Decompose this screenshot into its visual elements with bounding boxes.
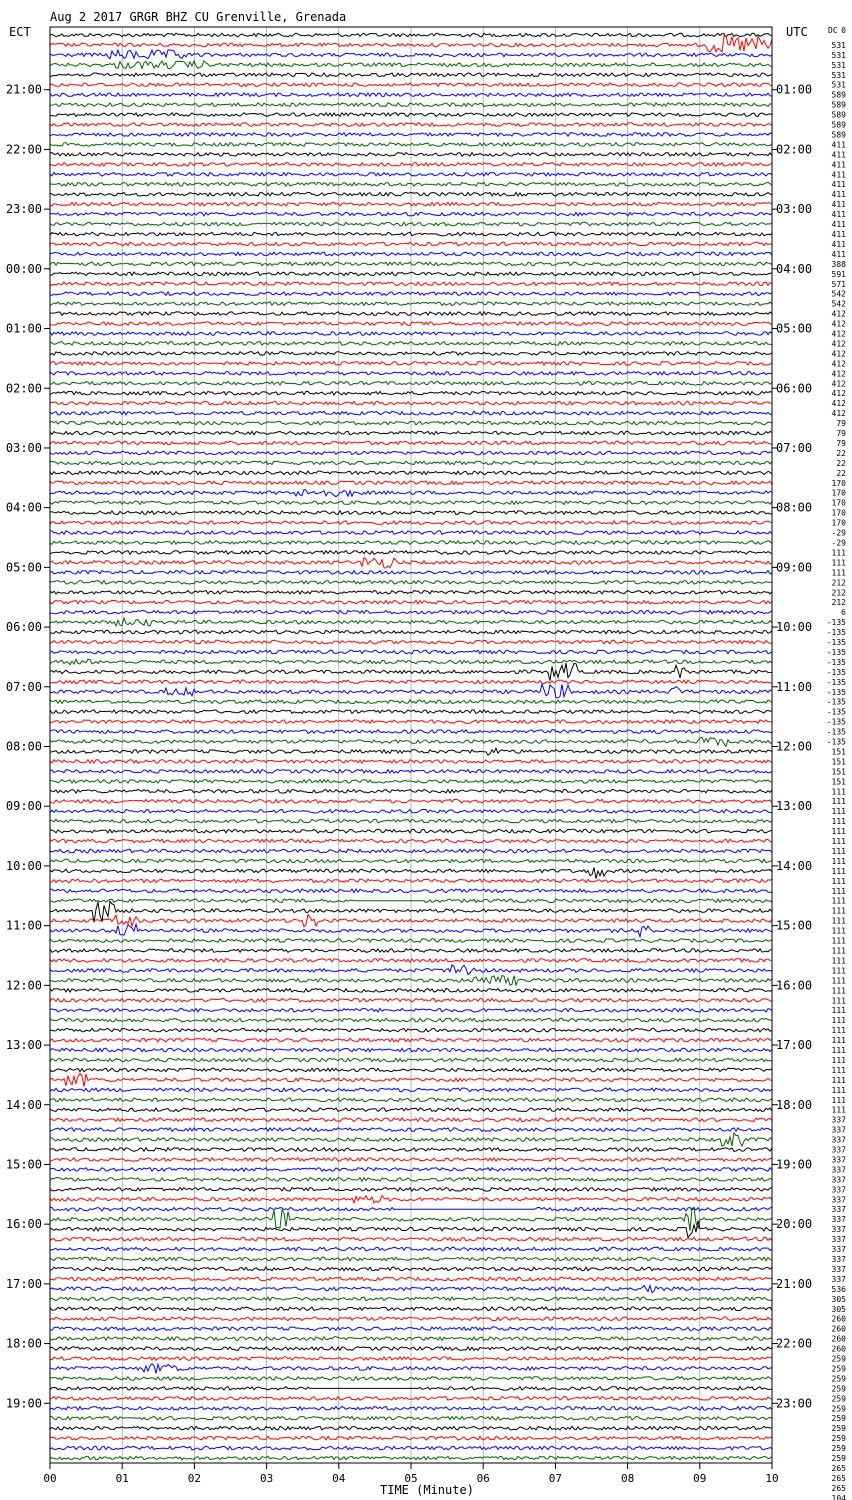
dc-offset-value: 412 [831,389,846,399]
dc-offset-value: 170 [831,518,846,528]
dc-offset-value: 111 [831,1055,846,1065]
dc-offset-value: 531 [831,70,846,80]
right-hour-label: 05:00 [776,321,813,336]
dc-offset-value: 111 [831,1105,846,1115]
dc-offset-value: -135 [826,657,846,667]
left-hour-label: 11:00 [5,918,42,933]
dc-offset-value: 412 [831,409,846,419]
dc-offset-value: 22 [836,458,846,468]
right-hour-label: 01:00 [776,82,813,97]
dc-offset-value: -135 [826,737,846,747]
dc-offset-value: 111 [831,817,846,827]
dc-offset-value: 412 [831,379,846,389]
dc-offset-value: 79 [836,438,846,448]
dc-offset-value: -135 [826,717,846,727]
dc-offset-value: 265 [831,1483,846,1493]
dc-offset-value: 542 [831,299,846,309]
dc-offset-value: 111 [831,1075,846,1085]
dc-offset-value: 412 [831,399,846,409]
dc-offset-value: 111 [831,946,846,956]
dc-offset-value: 111 [831,996,846,1006]
dc-offset-value: 111 [831,966,846,976]
dc-offset-value: 571 [831,279,846,289]
dc-offset-value: 111 [831,787,846,797]
dc-offset-value: 337 [831,1264,846,1274]
dc-offset-value: 411 [831,210,846,220]
x-tick-label: 00 [43,1472,57,1485]
left-hour-label: 19:00 [5,1396,42,1411]
dc-offset-value: 412 [831,309,846,319]
left-hour-label: 07:00 [5,679,42,694]
left-hour-label: 02:00 [5,381,42,396]
dc-offset-value: 260 [831,1314,846,1324]
right-hour-label: 02:00 [776,142,813,157]
dc-offset-value: 170 [831,498,846,508]
dc-offset-value: 411 [831,190,846,200]
dc-offset-value: 79 [836,429,846,439]
dc-offset-value: 411 [831,160,846,170]
dc-offset-value: 265 [831,1473,846,1483]
dc-offset-value: 388 [831,259,846,269]
dc-offset-value: 79 [836,419,846,429]
x-tick-label: 05 [404,1472,418,1485]
x-tick-label: 08 [620,1472,635,1485]
right-hour-label: 03:00 [776,202,813,217]
dc-offset-value: 111 [831,926,846,936]
dc-offset-value: -135 [826,667,846,677]
dc-offset-value: -135 [826,677,846,687]
left-hour-label: 04:00 [5,500,42,515]
dc-offset-value: 111 [831,936,846,946]
dc-offset-value: 170 [831,488,846,498]
dc-offset-value: 337 [831,1155,846,1165]
dc-offset-value: 411 [831,220,846,230]
left-hour-label: 17:00 [5,1276,42,1291]
dc-offset-value: 411 [831,140,846,150]
right-hour-label: 08:00 [776,500,813,515]
dc-offset-value: 542 [831,289,846,299]
dc-offset-value: 111 [831,886,846,896]
dc-offset-value: 111 [831,976,846,986]
dc-offset-value: 111 [831,548,846,558]
dc-offset-value: 589 [831,90,846,100]
dc-offset-value: 531 [831,60,846,70]
dc-offset-value: 170 [831,508,846,518]
dc-offset-value: 151 [831,767,846,777]
dc-offset-value: 412 [831,369,846,379]
dc-offset-value: 412 [831,349,846,359]
right-hour-label: 22:00 [776,1336,813,1351]
dc-offset-value: 531 [831,40,846,50]
dc-offset-value: 259 [831,1364,846,1374]
dc-offset-value: 22 [836,468,846,478]
dc-offset-value: 111 [831,986,846,996]
dc-offset-value: 337 [831,1195,846,1205]
left-timezone-label: ECT [9,25,31,39]
left-hour-label: 12:00 [5,978,42,993]
dc-offset-value: -135 [826,638,846,648]
left-hour-label: 13:00 [5,1038,42,1053]
dc-offset-value: 260 [831,1344,846,1354]
dc-header-label: DC [828,26,838,35]
dc-offset-value: 111 [831,866,846,876]
right-hour-label: 20:00 [776,1217,813,1232]
left-hour-label: 05:00 [5,560,42,575]
dc-offset-value: 259 [831,1414,846,1424]
dc-offset-value: 259 [831,1374,846,1384]
dc-offset-value: 337 [831,1135,846,1145]
right-hour-label: 06:00 [776,381,813,396]
dc-offset-value: -135 [826,647,846,657]
dc-offset-value: 111 [831,807,846,817]
right-hour-label: 21:00 [776,1276,813,1291]
dc-offset-value: 412 [831,319,846,329]
x-tick-label: 09 [693,1472,707,1485]
dc-offset-value: 111 [831,1026,846,1036]
x-tick-label: 04 [332,1472,346,1485]
dc-offset-value: 22 [836,448,846,458]
dc-offset-value: 411 [831,249,846,259]
chart-title: Aug 2 2017 GRGR BHZ CU Grenville, Grenada [50,10,347,24]
x-axis [43,1463,778,1485]
dc-offset-value: 305 [831,1294,846,1304]
dc-offset-value: 111 [831,1046,846,1056]
dc-offset-value: 170 [831,478,846,488]
dc-offset-value: 411 [831,200,846,210]
dc-offset-value: 531 [831,50,846,60]
left-hour-label: 16:00 [5,1217,42,1232]
dc-offset-value: 337 [831,1254,846,1264]
right-hour-label: 19:00 [776,1157,813,1172]
dc-offset-value: 536 [831,1284,846,1294]
dc-offset-value: 151 [831,757,846,767]
dc-offset-value: 412 [831,329,846,339]
dc-offset-value: 111 [831,827,846,837]
dc-offset-value: -29 [831,538,846,548]
dc-offset-value: 212 [831,578,846,588]
dc-offset-value: -135 [826,697,846,707]
left-hour-label: 22:00 [5,142,42,157]
dc-offset-value: 111 [831,1036,846,1046]
dc-offset-value: 411 [831,239,846,249]
dc-offset-value: -135 [826,628,846,638]
dc-offset-value: 337 [831,1165,846,1175]
x-tick-label: 01 [115,1472,129,1485]
dc-offset-value: 259 [831,1444,846,1454]
dc-offset-value: 411 [831,150,846,160]
right-hour-label: 17:00 [776,1038,813,1053]
right-hour-label: 10:00 [776,620,813,635]
dc-offset-value: 111 [831,837,846,847]
dc-offset-value: 111 [831,1085,846,1095]
dc-offset-value: 111 [831,916,846,926]
left-hour-label: 09:00 [5,799,42,814]
dc-offset-value: 111 [831,1016,846,1026]
dc-offset-value: 337 [831,1175,846,1185]
x-tick-label: 02 [187,1472,202,1485]
dc-offset-value: -135 [826,707,846,717]
dc-offset-value: 337 [831,1235,846,1245]
dc-offset-value: 591 [831,269,846,279]
dc-offset-value: 111 [831,1006,846,1016]
dc-offset-value: 337 [831,1185,846,1195]
dc-offset-value: 212 [831,588,846,598]
x-tick-label: 10 [765,1472,779,1485]
right-hour-label: 12:00 [776,739,813,754]
dc-offset-value: 589 [831,100,846,110]
dc-offset-value: 111 [831,558,846,568]
right-hour-label: 15:00 [776,918,813,933]
left-hour-label: 15:00 [5,1157,42,1172]
dc-offset-value: 259 [831,1434,846,1444]
dc-offset-value: 337 [831,1215,846,1225]
dc-offset-value: 337 [831,1274,846,1284]
left-hour-label: 21:00 [5,82,42,97]
dc-offset-value: 259 [831,1454,846,1464]
dc-offset-value: 337 [831,1245,846,1255]
left-hour-label: 23:00 [5,202,42,217]
dc-offset-value: 337 [831,1205,846,1215]
left-hour-label: 06:00 [5,620,42,635]
dc-offset-value: 111 [831,797,846,807]
dc-offset-value: -135 [826,727,846,737]
x-axis-label: TIME (Minute) [380,1483,474,1497]
dc-offset-value: 531 [831,80,846,90]
dc-offset-value: 259 [831,1404,846,1414]
dc-offset-value: 305 [831,1304,846,1314]
right-timezone-label: UTC [786,25,808,39]
right-hour-label: 18:00 [776,1097,813,1112]
left-hour-label: 18:00 [5,1336,42,1351]
left-hour-label: 08:00 [5,739,42,754]
dc-offset-value: -135 [826,687,846,697]
dc-offset-value: 151 [831,777,846,787]
dc-offset-value: 411 [831,230,846,240]
dc-offset-value: 111 [831,856,846,866]
dc-offset-value: 337 [831,1125,846,1135]
dc-offset-value: 212 [831,598,846,608]
right-hour-label: 11:00 [776,679,813,694]
right-hour-label: 07:00 [776,440,813,455]
dc-offset-value: 259 [831,1384,846,1394]
right-hour-label: 13:00 [776,799,813,814]
dc-offset-labels [827,26,846,1500]
x-tick-label: 06 [476,1472,490,1485]
dc-offset-value: 411 [831,180,846,190]
dc-offset-value: 111 [831,956,846,966]
left-hour-label: 03:00 [5,440,42,455]
dc-offset-value: 104 [831,1493,846,1500]
dc-offset-value: 259 [831,1354,846,1364]
right-hour-label: 09:00 [776,560,813,575]
dc-offset-value: 260 [831,1324,846,1334]
left-hour-labels [6,83,50,1411]
dc-offset-value: 412 [831,339,846,349]
dc-offset-value: 337 [831,1225,846,1235]
right-hour-label: 14:00 [776,858,813,873]
dc-offset-value: 151 [831,747,846,757]
dc-offset-value: 6 [841,608,846,618]
dc-offset-value: 111 [831,876,846,886]
left-hour-label: 01:00 [5,321,42,336]
left-hour-label: 10:00 [5,858,42,873]
dc-offset-value: 111 [831,568,846,578]
left-hour-label: 00:00 [5,261,42,276]
right-hour-label: 23:00 [776,1396,813,1411]
dc-offset-value: 337 [831,1115,846,1125]
dc-offset-value: 111 [831,906,846,916]
right-hour-label: 04:00 [776,261,813,276]
dc-offset-value: 589 [831,130,846,140]
dc-offset-value: 0 [841,26,846,35]
dc-offset-value: 260 [831,1334,846,1344]
dc-offset-value: -135 [826,618,846,628]
dc-offset-value: 589 [831,120,846,130]
dc-offset-value: 337 [831,1145,846,1155]
dc-offset-value: 259 [831,1394,846,1404]
dc-offset-value: 111 [831,1095,846,1105]
dc-offset-value: 411 [831,170,846,180]
x-tick-label: 03 [259,1472,274,1485]
dc-offset-value: 412 [831,359,846,369]
dc-offset-value: 265 [831,1463,846,1473]
dc-offset-value: 259 [831,1424,846,1434]
dc-offset-value: 111 [831,846,846,856]
x-tick-label: 07 [548,1472,563,1485]
right-hour-label: 16:00 [776,978,813,993]
dc-offset-value: 111 [831,896,846,906]
right-hour-labels [772,83,812,1411]
dc-offset-value: 589 [831,110,846,120]
left-hour-label: 14:00 [5,1097,42,1112]
dc-offset-value: -29 [831,528,846,538]
dc-offset-value: 111 [831,1065,846,1075]
